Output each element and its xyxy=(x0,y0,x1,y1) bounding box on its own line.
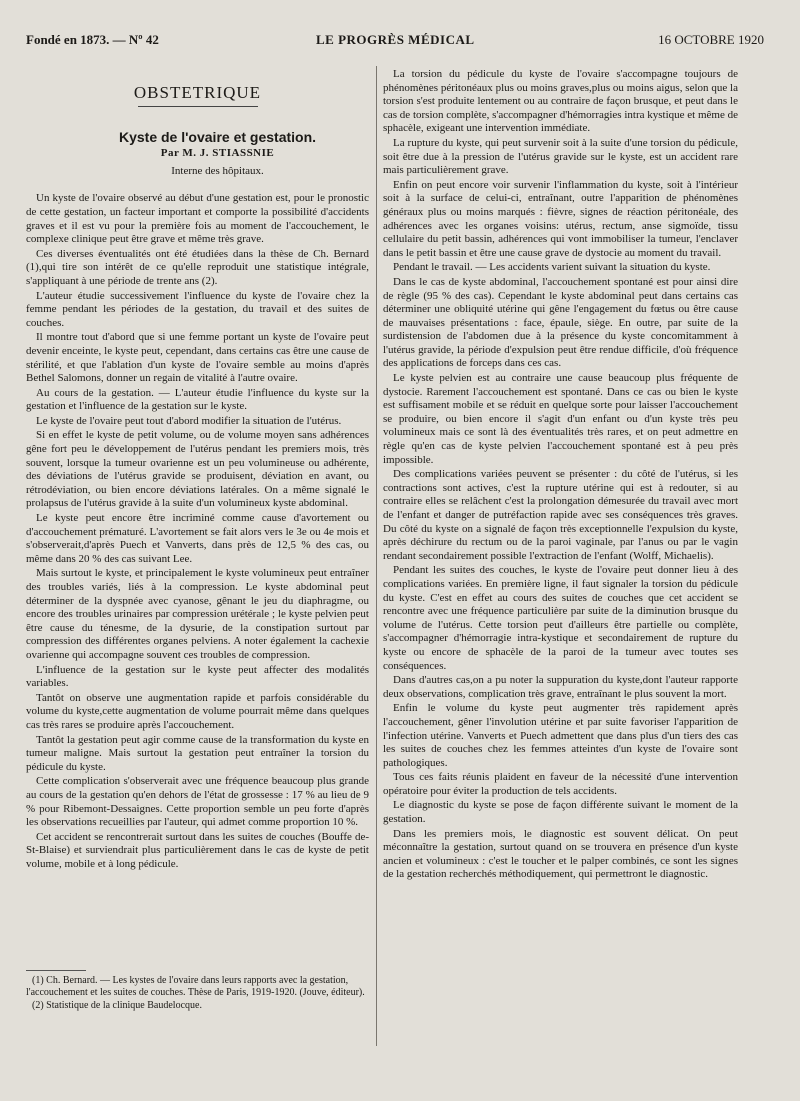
paragraph: Ces diverses éventualités ont été étudiées dans la thèse de Ch. Bernard (1),qui tire son intérêt de ce qu'elle reproduit une statistique intégrale, s'appliquant à une période de trente ans (2). xyxy=(26,247,369,287)
paragraph: Le kyste pelvien est au contraire une cause beaucoup plus fréquente de dystocie. Rarement l'accouchement est spontané. Dans ce cas ou bien le kyste est suffisament mobile et se réduit en quelque sorte pour laisser l'accouchement se produire, ou bien encore il s'agit d'un enfant ou d'un kyste très peu volumineux mais ce sont là des éventualités très rares, et on peut admettre en règle qu'en cas de kyste pelvien l'accouchement spontané est à peu près impossible. xyxy=(383,372,738,466)
footnote-list xyxy=(26,975,369,1012)
section-underline xyxy=(138,106,258,107)
column-divider xyxy=(376,66,377,1046)
footnote-rule xyxy=(26,970,86,971)
paragraph: Pendant les suites des couches, le kyste de l'ovaire peut donner lieu à des complications variées. En première ligne, il faut signaler la torsion du pédicule du kyste. C'est en effet au cours des suites de couches que cet accident se rencontre avec une fréquence particulière par suite de la diminution brusque du volume de l'utérus. Cette torsion peut d'ailleurs être partielle ou complète, s'accompagner d'hémorragie intra-kystique et secondairement de rupture du kyste ou encore de sphacèle de la paroi de la tumeur avec toutes ses conséquences. xyxy=(383,564,738,672)
masthead-founded: Fondé en 1873. — Nº 42 xyxy=(26,32,159,47)
right-column xyxy=(383,68,738,1041)
paragraph: Des complications variées peuvent se présenter : du côté de l'utérus, si les contractions sont actives, c'est la rupture utérine qui est à redouter, si au contraire elles se relâchent c'est la prolongation démesurée du travail avec mort de l'enfant et danger de putréfaction rapide avec ses conséquences très graves. Du côté du kyste on a signalé de façon très exceptionnelle l'expulsion du kyste, après déchirure du rectum ou de la paroi vaginale, par l'anus ou par le vagin rendant secondairement possible l'extraction de l'enfant (Wolff, Michaelis). xyxy=(383,468,738,562)
paragraph: Cet accident se rencontrerait surtout dans les suites de couches (Bouffe de-St-Blaise) et surviendrait plus particulièrement dans le cas de kyste de petit volume, mobile et à long pédicule. xyxy=(26,830,369,870)
paragraph: Enfin on peut encore voir survenir l'inflammation du kyste, soit à l'intérieur soit à la surface de celui-ci, entraînant, outre l'apparition de phénomènes généraux plus ou moins marqués : fièvre, signes de réaction péritonéale, des adhérences avec les organes voisins: utérus, rectum, anse sigmoïde, tissu cellulaire du petit bassin, adhérences qui vont immobiliser la tumeur, l'enclaver dans le petit bassin et être une cause grave de dystocie au moment du travail. xyxy=(383,178,738,259)
paragraph: Enfin le volume du kyste peut augmenter très rapidement après l'accouchement, gêner l'involution utérine et par suite favoriser l'apparition de l'infection utérine. Vanverts et Puech admettent que dans plus d'un tiers des cas les suites de couches chez les femmes atteintes d'un kyste de l'ovaire sont pathologiques. xyxy=(383,702,738,769)
paragraph: Si en effet le kyste de petit volume, ou de volume moyen sans adhérences gêne fort peu le développement de l'utérus pendant les premiers mois, très souvent, lorsque la tumeur ovarienne est un peu volumineuse ou adhérente, des déviations de l'utérus gravide se produisent, déviation en avant, ou rétrodéviation, ou bien encore déviations latérales. On a même signalé le prolapsus de l'utérus gravide à la suite d'un volumineux kyste abdominal. xyxy=(26,429,369,510)
left-column-body xyxy=(26,192,369,871)
masthead-journal-title: LE PROGRÈS MÉDICAL xyxy=(316,32,475,47)
paragraph: Le diagnostic du kyste se pose de façon différente suivant le moment de la gestation. xyxy=(383,799,738,826)
paragraph: L'auteur étudie successivement l'influence du kyste de l'ovaire chez la femme pendant les périodes de la gestation, du travail et des suites de couches. xyxy=(26,289,369,329)
paragraph: Il montre tout d'abord que si une femme portant un kyste de l'ovaire peut devenir enceinte, le kyste peut, cependant, dans certains cas être une cause de stérilité, et que l'ablation d'un kyste de l'ovaire semble au moins d'après Bethel Salomons, donner un regain de vitalité à l'autre ovaire. xyxy=(26,331,369,385)
paragraph: Mais surtout le kyste, et principalement le kyste volumineux peut entraîner des troubles variés, liés à la compression. Le kyste abdominal peut déterminer de la dyspnée avec cyanose, gênant le jeu du diaphragme, ou encore des troubles urinaires par compression urétérale ; le kyste pelvien peut être cause du ténesme, de la dysurie, de la constipation surtout par compression des différentes organes pelviens. A noter également la cachexie ovarienne qui accompagne souvent ces troubles de compression. xyxy=(26,567,369,661)
paragraph: Tantôt la gestation peut agir comme cause de la transformation du kyste en tumeur maligne. Mais surtout la gestation peut entraîner la torsion du pédicule du kyste. xyxy=(26,733,369,773)
paragraph: Dans les premiers mois, le diagnostic est souvent délicat. On peut méconnaître la gestation, surtout quand on se trouvera en présence d'un kyste ancien et volumineux : c'est le toucher et le palper combinés, ce sont les signes de la gestation recherchés méthodiquement, qui permettront le diagnostic. xyxy=(383,827,738,881)
paragraph: Dans le cas de kyste abdominal, l'accouchement spontané est pour ainsi dire de règle (95 % des cas). Cependant le kyste abdominal peut dans certains cas déterminer une obliquité utérine qui gêne l'engagement du fœtus ou être cause de mauvaises présentations : face, épaule, siège. En outre, par suite de la surdistension de l'abdomen due à la présence du kyste concomitamment à l'utérus gravide, la période d'expulsion peut être rendue difficile, d'où fréquence des applications de forceps dans ces cas. xyxy=(383,275,738,370)
footnote: (1) Ch. Bernard. — Les kystes de l'ovaire dans leurs rapports avec la gestation, l'accouchement et les suites de couches. Thèse de Paris, 1919-1920. (Jouve, éditeur). xyxy=(26,975,365,998)
masthead xyxy=(26,32,764,52)
right-column-body xyxy=(383,68,738,882)
footnotes xyxy=(26,970,369,1013)
article-title: Kyste de l'ovaire et gestation. xyxy=(118,128,317,145)
paragraph: Pendant le travail. — Les accidents varient suivant la situation du kyste. xyxy=(393,261,711,274)
paragraph: La torsion du pédicule du kyste de l'ovaire s'accompagne toujours de phénomènes péritonéaux plus ou moins graves,plus ou moins aigus, selon que la torsion s'est produite lentement ou au contraire de façon brusque, et peut dans le cas de torsion complète, s'accompagner d'hémorragies intra kystique et même de sphacèle, exigeant une intervention immédiate. xyxy=(383,68,738,135)
paragraph: Tantôt on observe une augmentation rapide et parfois considérable du volume du kyste,cette augmentation de volume pourrait même dans quelques cas très rares se produire après l'accouchement. xyxy=(26,691,369,731)
section-heading: OBSTETRIQUE xyxy=(133,83,262,102)
left-column xyxy=(26,56,369,1041)
paragraph: Tous ces faits réunis plaident en faveur de la nécessité d'une intervention opératoire pour éviter la production de tels accidents. xyxy=(383,771,738,797)
article-affiliation: Interne des hôpitaux. xyxy=(171,164,264,177)
paragraph: Le kyste de l'ovaire peut tout d'abord modifier la situation de l'utérus. xyxy=(36,414,342,427)
paragraph: Dans d'autres cas,on a pu noter la suppuration du kyste,dont l'auteur rapporte deux observations, complication très grave, entraînant le plus souvent la mort. xyxy=(383,674,738,700)
footnote: (2) Statistique de la clinique Baudelocque. xyxy=(32,1000,202,1011)
paragraph: L'influence de la gestation sur le kyste peut affecter des modalités variables. xyxy=(26,663,369,690)
paragraph: Cette complication s'observerait avec une fréquence beaucoup plus grande au cours de la gestation qu'en dehors de l'état de grossesse : 17 % au lieu de 9 % pour Ribemont-Dessaignes. Cette proportion semble un peu forte d'après les observations recueillies par l'auteur, qui admet comme proportion 10 %. xyxy=(26,775,369,829)
paragraph: Le kyste peut encore être incriminé comme cause d'avortement ou d'accouchement prématuré. L'avortement se fait alors vers le 3e ou 4e mois et s'observerait,d'après Puech et Vanverts, dans près de 12,5 % des cas, ou même dans 20 % des cas suivant Lee. xyxy=(26,512,369,565)
paragraph: Au cours de la gestation. — L'auteur étudie l'influence du kyste sur la gestation et l'influence de la gestation sur le kyste. xyxy=(26,386,369,413)
paragraph: Un kyste de l'ovaire observé au début d'une gestation est, pour le pronostic de cette gestation, un facteur important et comporte la possibilité d'accidents graves et il est vu pour la première fois au moment de l'accouchement, le complexe clinique peut être grave et même très grave. xyxy=(26,192,369,246)
article-byline: Par M. J. STIASSNIE xyxy=(160,147,275,160)
paragraph: La rupture du kyste, qui peut survenir soit à la suite d'une torsion du pédicule, soit être due à la pression de l'utérus gravide sur le kyste, est un accident rare mais particulièrement grave. xyxy=(383,136,738,177)
masthead-date: 16 OCTOBRE 1920 xyxy=(658,32,764,47)
